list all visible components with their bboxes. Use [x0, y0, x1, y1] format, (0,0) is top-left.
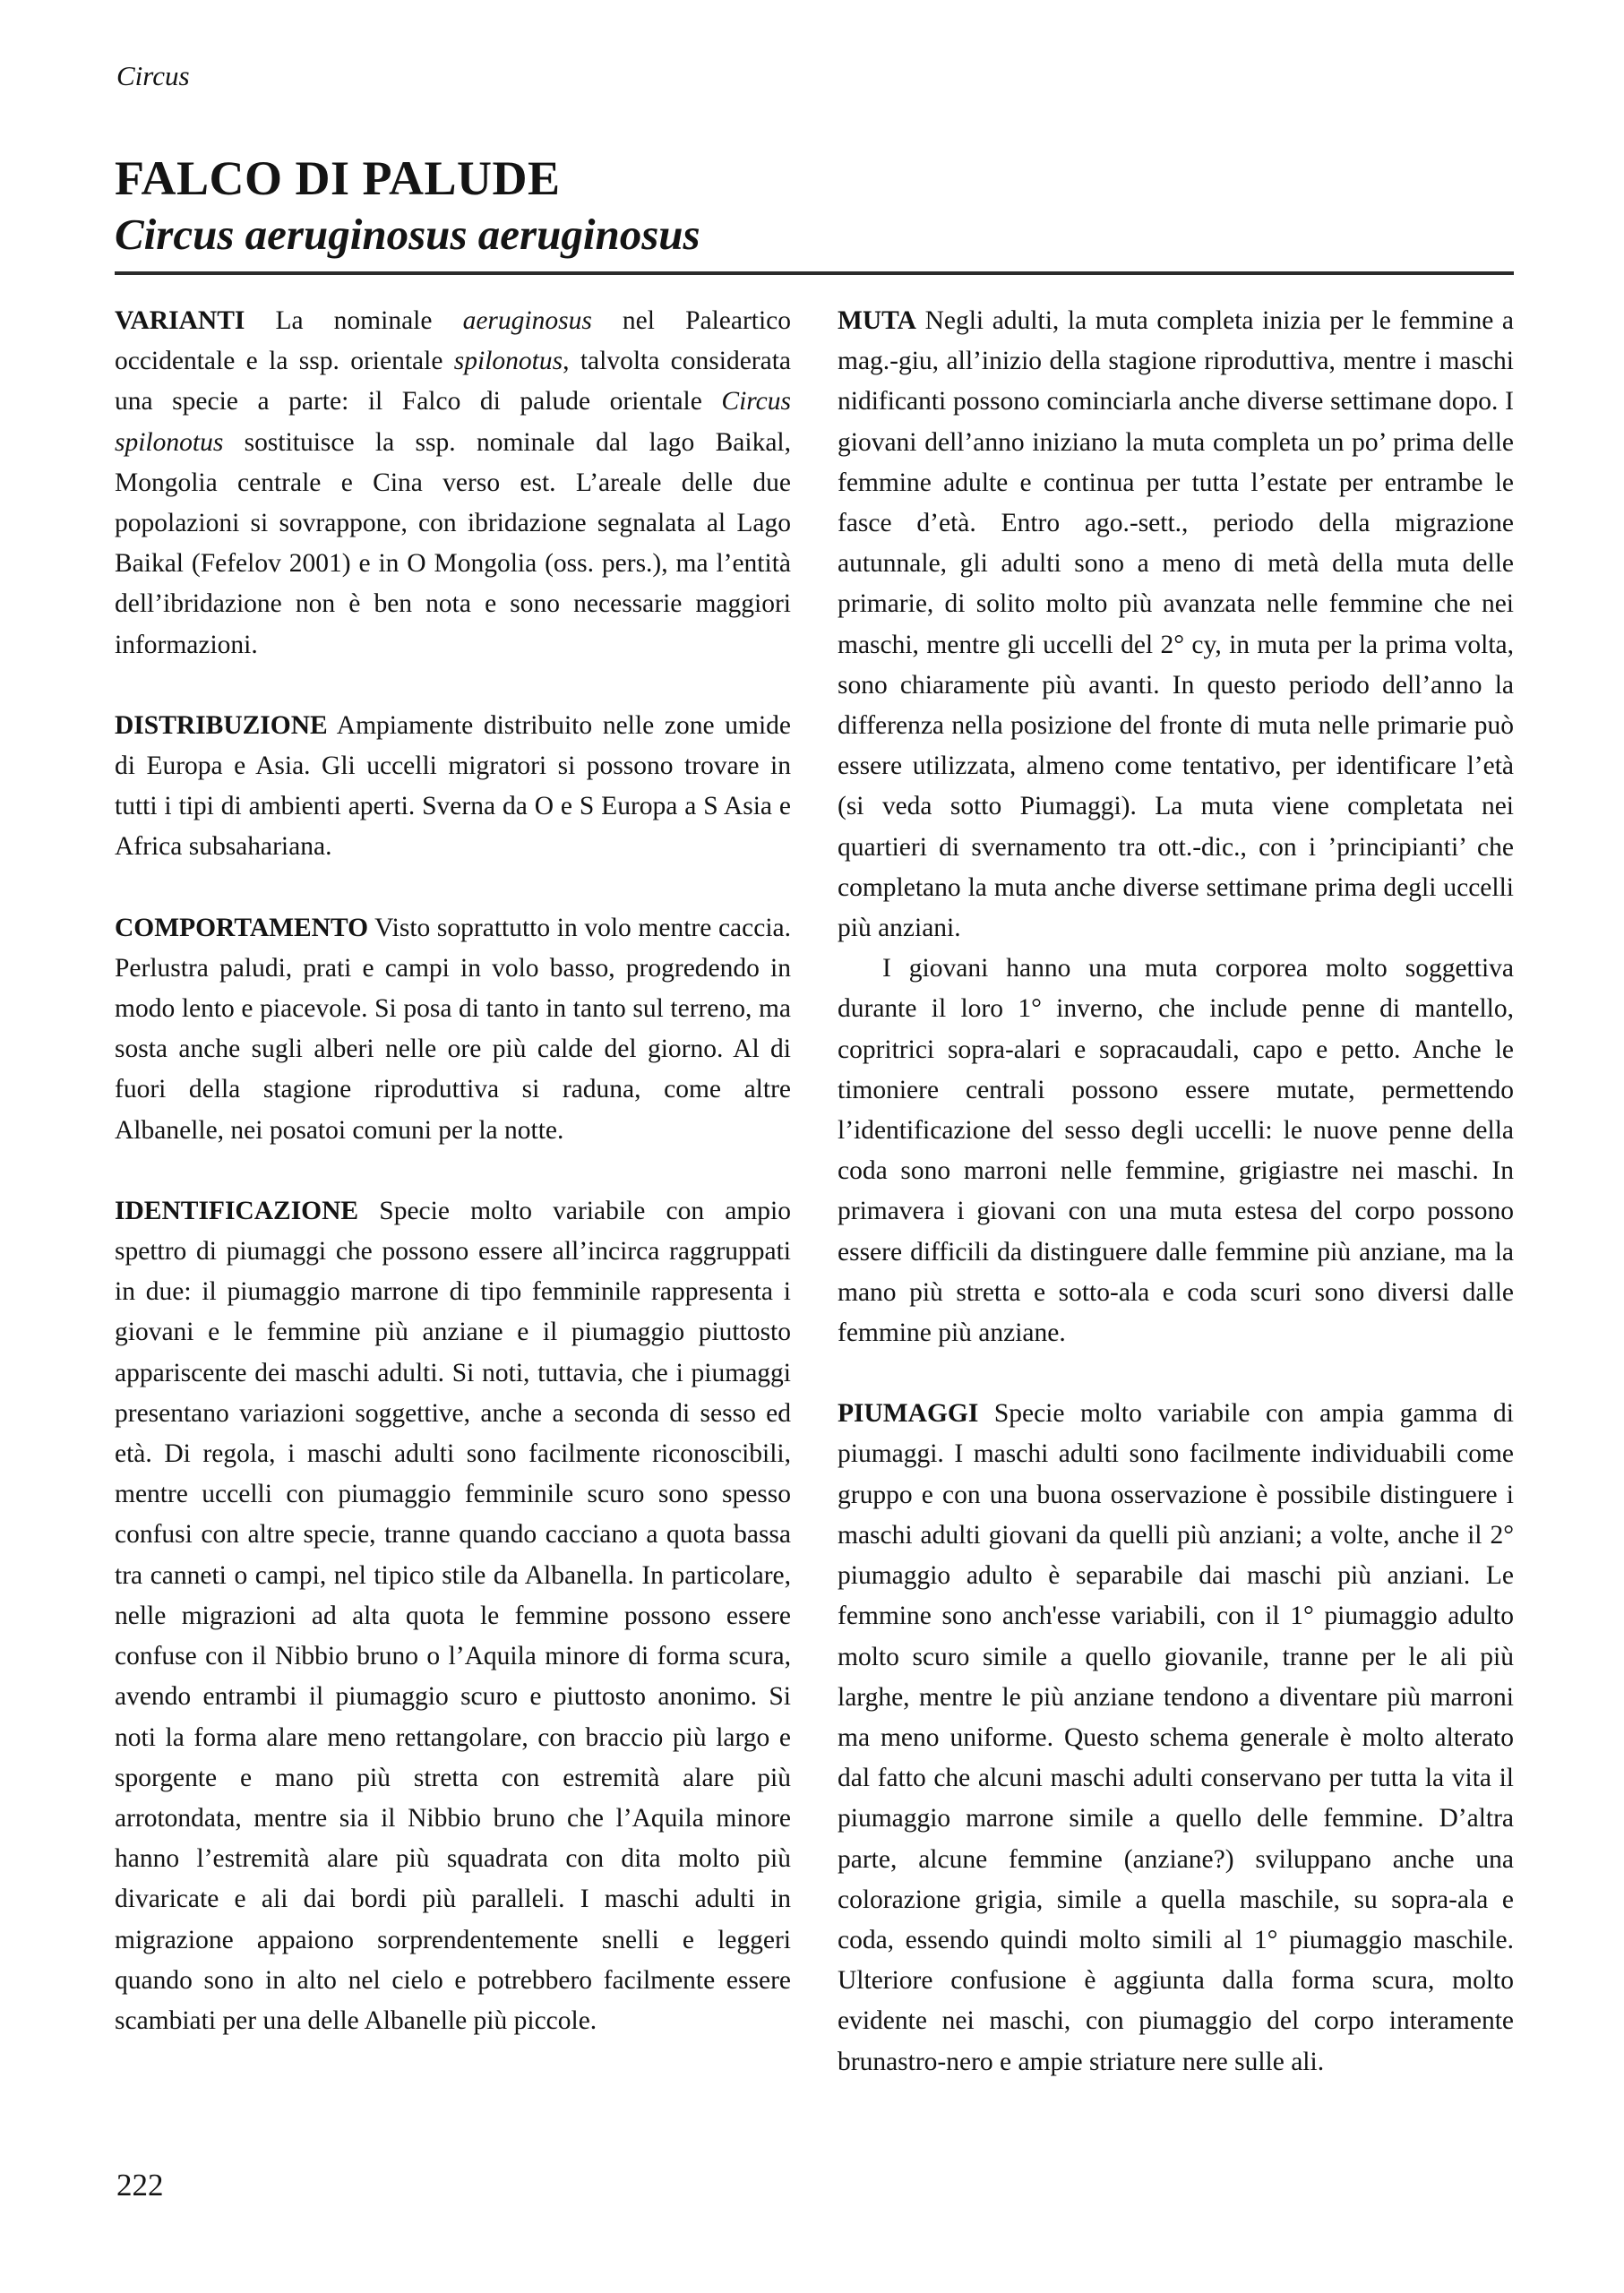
page-number: 222: [116, 2168, 164, 2203]
body-text: La nominale: [245, 306, 463, 335]
paragraph-comportamento: [115, 908, 791, 1151]
title-divider: [115, 271, 1514, 275]
paragraph-varianti: [115, 301, 791, 666]
section-heading-distribuzione: DISTRIBUZIONE: [115, 710, 328, 740]
body-text: Negli adulti, la muta completa inizia per le femmine a mag.-giu, all’inizio della stagione riproduttiva, mentre i maschi nidificanti possono cominciarla anche diverse settimane dopo. I giovani dell’anno iniziano la muta completa un po’ prima delle femmine adulte e continua per tutta l’estate per entrambe le fasce d’età. Entro ago.-sett., periodo della migrazione autunnale, gli adulti sono a meno di metà della muta delle primarie, di solito molto più avanzata nelle femmine che nei maschi, mentre gli uccelli del 2° cy, in muta per la prima volta, sono chiaramente più avanti. In questo periodo dell’anno la differenza nella posizione del fronte di muta nelle primarie può essere utilizzata, almeno come tentativo, per identificare l’età (si veda sotto Piumaggi). La muta viene completata nei quartieri di svernamento tra ott.-dic., con i ’principianti’ che completano la muta anche diverse settimane prima degli uccelli più anziani.: [838, 306, 1514, 943]
paragraph-identificazione: [115, 1191, 791, 2041]
body-text: Ampiamente distribuito nelle zone umide di Europa e Asia. Gli uccelli migratori si possono trovare in tutti i tipi di ambienti aperti. Sverna da O e S Europa a S Asia e Africa subsahariana.: [115, 710, 791, 862]
paragraph-piumaggi: [838, 1394, 1514, 2082]
section-heading-comportamento: COMPORTAMENTO: [115, 913, 369, 942]
section-heading-varianti: VARIANTI: [115, 306, 245, 335]
paragraph-distribuzione: [115, 706, 791, 868]
body-text: sostituisce la ssp. nominale dal lago Baikal, Mongolia centrale e Cina verso est. L’areale delle due popolazioni si sovrappone, con ibridazione segnalata al Lago Baikal (Fefelov 2001) e in O Mongolia (oss. pers.), ma l’entità dell’ibridazione non è ben nota e sono necessarie maggiori informazioni.: [115, 427, 791, 659]
body-text: Specie molto variabile con ampia gamma di piumaggi. I maschi adulti sono facilmente individuabili come gruppo e con una buona osservazione è possibile distinguere i maschi adulti giovani da quelli più anziani; a volte, anche il 2° piumaggio adulto è separabile dai maschi più anziani. Le femmine sono anch'esse variabili, con il 1° piumaggio adulto molto scuro simile a quello giovanile, tranne per le ali più larghe, mentre le più anziane tendono a diventare più marroni ma meno uniforme. Questo schema generale è molto alterato dal fatto che alcuni maschi adulti conservano per tutta la vita il piumaggio marrone simile a quello delle femmine. D’altra parte, alcune femmine (anziane?) sviluppano anche una colorazione grigia, simile a quella maschile, su sopra-ala e coda, essendo quindi molto simili al 1° piumaggio maschile. Ulteriore confusione è aggiunta dalla forma scura, molto evidente nei maschi, con piumaggio del corpo interamente brunastro-nero e ampie striature nere sulle ali.: [838, 1399, 1514, 2076]
latin-name-italic: Circus spilonotus: [115, 387, 791, 457]
right-column: [838, 301, 1514, 2083]
section-heading-muta: MUTA: [838, 306, 916, 335]
paragraph-muta-giovani: [838, 949, 1514, 1353]
latin-name-italic: spilonotus: [453, 347, 563, 376]
section-heading-identificazione: IDENTIFICAZIONE: [115, 1196, 359, 1225]
page-title: FALCO DI PALUDE: [115, 151, 561, 205]
paragraph-muta: [838, 301, 1514, 949]
body-text: nel Paleartico occidentale e la ssp. orientale: [115, 306, 792, 376]
section-heading-piumaggi: PIUMAGGI: [838, 1399, 979, 1429]
title-block: [115, 150, 1514, 260]
page-subtitle-latin-name: Circus aeruginosus aeruginosus: [115, 210, 700, 260]
body-text: Specie molto variabile con ampio spettro di piumaggi che possono essere all’incirca raggruppati in due: il piumaggio marrone di tipo femminile rappresenta i giovani e le femmine più anziane e il piumaggio piuttosto appariscente dei maschi adulti. Si noti, tuttavia, che i piumaggi presentano variazioni soggettive, anche a seconda di sesso ed età. Di regola, i maschi adulti sono facilmente riconoscibili, mentre uccelli con piumaggio femminile scuro sono spesso confusi con altre specie, tranne quando cacciano a quota bassa tra canneti o campi, nel tipico stile da Albanella. In particolare, nelle migrazioni ad alta quota le femmine possono essere confuse con il Nibbio bruno o l’Aquila minore di forma scura, avendo entrambi il piumaggio scuro e piuttosto anonimo. Si noti la forma alare meno rettangolare, con braccio più largo e sporgente e mano più stretta con estremità alare più arrotondata, mentre sia il Nibbio bruno che l’Aquila minore hanno l’estremità alare più squadrata con dita molto più divaricate e ali dai bordi più paralleli. I maschi adulti in migrazione appaiono sorprendentemente snelli e leggeri quando sono in alto nel cielo e potrebbero facilmente essere scambiati per una delle Albanelle più piccole.: [115, 1196, 791, 2035]
body-text: , talvolta considerata una specie a parte: il Falco di palude orientale: [115, 347, 792, 417]
text-columns: [115, 301, 1514, 2083]
left-column: [115, 301, 791, 2083]
running-head: Circus: [116, 60, 190, 91]
latin-name-italic: aeruginosus: [462, 306, 592, 335]
body-text: Visto soprattutto in volo mentre caccia. Perlustra paludi, prati e campi in volo basso, progredendo in modo lento e piacevole. Si posa di tanto in tanto sul terreno, ma sosta anche sugli alberi nelle ore più calde del giorno. Al di fuori della stagione riproduttiva si raduna, come altre Albanelle, nei posatoi comuni per la notte.: [115, 913, 791, 1145]
body-text: I giovani hanno una muta corporea molto soggettiva durante il loro 1° inverno, che include penne di mantello, copritrici sopra-alari e sopracaudali, capo e petto. Anche le timoniere centrali possono essere mutate, permettendo l’identificazione del sesso degli uccelli: le nuove penne della coda sono marroni nelle femmine, grigiastre nei maschi. In primavera i giovani con una muta estesa del corpo possono essere difficili da distinguere dalle femmine più anziane, ma la mano più stretta e sotto-ala e coda scuri sono diversi dalle femmine più anziane.: [838, 954, 1514, 1348]
